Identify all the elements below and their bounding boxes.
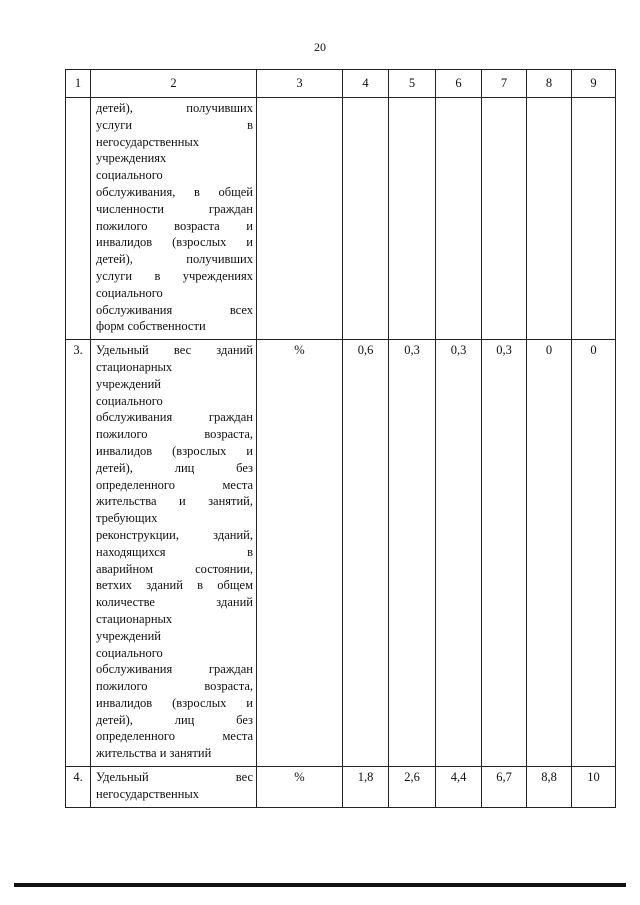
value-cell: [436, 98, 482, 340]
indicator-name-line: пожилого возраста и: [96, 218, 253, 233]
header-cell: 8: [527, 70, 572, 98]
indicator-name-line: социального: [96, 168, 163, 183]
unit-cell: %: [257, 767, 343, 808]
indicator-name-line: стационарных: [96, 359, 173, 374]
indicator-name-cell: [91, 767, 257, 808]
indicator-name-line: детей), лиц без: [96, 460, 253, 475]
indicator-name-line: негосударственных: [96, 786, 200, 801]
value-cell: 4,4: [436, 767, 482, 808]
indicator-name-line: жительства и занятий,: [96, 494, 253, 509]
row-number-cell: [66, 98, 91, 340]
indicator-name-line: учреждений: [96, 376, 161, 391]
indicator-name-line: детей), лиц без: [96, 712, 253, 727]
indicator-name-line: Удельный вес: [96, 770, 253, 785]
header-cell: 3: [257, 70, 343, 98]
header-cell: 6: [436, 70, 482, 98]
indicator-name-line: инвалидов (взрослых и: [96, 695, 253, 710]
indicator-name-line: обслуживания, в общей: [96, 184, 253, 199]
value-cell: 6,7: [482, 767, 527, 808]
indicator-name-line: требующих: [96, 511, 158, 526]
indicator-name-cell: [91, 340, 257, 767]
table-header-row: [66, 70, 616, 98]
indicator-name-line: детей), получивших: [96, 252, 253, 267]
indicator-name-line: реконструкции, зданий,: [96, 527, 253, 542]
header-cell: 7: [482, 70, 527, 98]
indicator-name-line: социального: [96, 285, 163, 300]
row-number-cell: 4.: [66, 767, 91, 808]
indicator-name-line: пожилого возраста,: [96, 427, 253, 442]
header-cell: 5: [389, 70, 436, 98]
indicator-name-line: детей), получивших: [96, 101, 253, 115]
table-row: [66, 767, 616, 808]
indicator-name-line: инвалидов (взрослых и: [96, 443, 253, 458]
indicator-name-line: жительства и занятий: [96, 746, 212, 761]
value-cell: 0,3: [482, 340, 527, 767]
indicator-name-line: аварийном состоянии,: [96, 561, 253, 576]
indicator-name-line: социального: [96, 393, 163, 408]
indicator-name-line: Удельный вес зданий: [96, 343, 253, 358]
indicator-name-line: пожилого возраста,: [96, 679, 253, 694]
header-cell: 1: [66, 70, 91, 98]
indicator-name-line: негосударственных: [96, 134, 200, 149]
indicator-name-line: стационарных: [96, 611, 173, 626]
bottom-rule: [14, 883, 626, 887]
page-number: 20: [314, 40, 326, 54]
value-cell: [482, 98, 527, 340]
indicator-name-cell: [91, 98, 257, 340]
value-cell: 0: [527, 340, 572, 767]
table-row: [66, 98, 616, 340]
indicator-name-line: учреждений: [96, 628, 161, 643]
indicator-name-line: услуги в учреждениях: [96, 268, 253, 283]
indicator-name-line: количестве зданий: [96, 595, 253, 610]
value-cell: [343, 98, 389, 340]
indicator-name-line: ветхих зданий в общем: [96, 578, 253, 593]
unit-cell: [257, 98, 343, 340]
header-cell: 4: [343, 70, 389, 98]
value-cell: 10: [572, 767, 616, 808]
indicator-name-line: определенного места: [96, 729, 253, 744]
indicator-name-line: обслуживания граждан: [96, 662, 253, 677]
header-cell: 2: [91, 70, 257, 98]
indicator-name-line: форм собственности: [96, 319, 206, 334]
value-cell: [389, 98, 436, 340]
indicator-name-line: социального: [96, 645, 163, 660]
header-cell: 9: [572, 70, 616, 98]
value-cell: 8,8: [527, 767, 572, 808]
value-cell: [527, 98, 572, 340]
indicator-name-line: услуги в: [96, 117, 253, 132]
indicator-name-line: учреждениях: [96, 151, 167, 166]
value-cell: [572, 98, 616, 340]
indicator-name-line: находящихся в: [96, 544, 253, 559]
indicator-name-line: численности граждан: [96, 201, 253, 216]
indicator-name-line: обслуживания всех: [96, 302, 253, 317]
value-cell: 0,3: [436, 340, 482, 767]
table-row: [66, 340, 616, 767]
value-cell: 1,8: [343, 767, 389, 808]
indicator-name-line: инвалидов (взрослых и: [96, 235, 253, 250]
value-cell: 2,6: [389, 767, 436, 808]
row-number-cell: 3.: [66, 340, 91, 767]
unit-cell: %: [257, 340, 343, 767]
indicator-name-line: обслуживания граждан: [96, 410, 253, 425]
indicator-name-line: определенного места: [96, 477, 253, 492]
value-cell: 0,6: [343, 340, 389, 767]
indicators-table: [65, 69, 616, 808]
value-cell: 0,3: [389, 340, 436, 767]
value-cell: 0: [572, 340, 616, 767]
